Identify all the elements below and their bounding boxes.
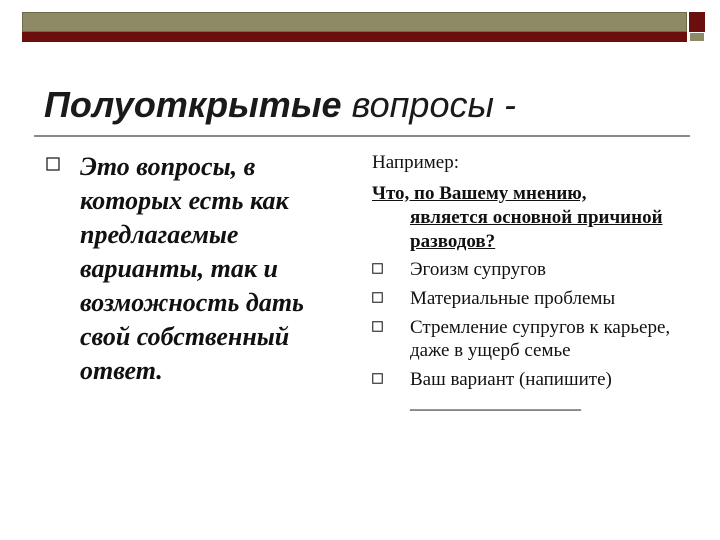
answer-option — [372, 368, 692, 414]
header-corner-square-olive — [689, 32, 705, 42]
definition-text: Это вопросы, в которых есть как предлагаемые варианты, так и возможность дать свой собственный ответ. — [80, 152, 304, 385]
slide-title-rest: вопросы - — [341, 84, 516, 125]
answer-option — [372, 258, 692, 281]
hollow-square-bullet-icon — [372, 292, 383, 303]
header-corner-square-red — [689, 12, 705, 32]
answer-option-text: Стремление супругов к карьере, даже в ущерб семье — [410, 317, 671, 361]
example-question — [372, 182, 692, 254]
example-column — [372, 150, 692, 420]
hollow-square-bullet-icon — [46, 157, 60, 171]
hollow-square-bullet-icon — [372, 321, 383, 332]
example-question-line2: является основной причиной разводов? — [410, 207, 663, 252]
answer-option-text: Эгоизм супругов — [410, 259, 546, 280]
answer-options — [372, 258, 692, 414]
slide-title-bold: Полуоткрытые — [44, 84, 342, 125]
header-band-olive — [22, 12, 687, 32]
answer-option — [372, 316, 692, 362]
title-divider — [34, 135, 690, 137]
example-question-line1: Что, по Вашему мнению, — [372, 183, 587, 204]
header-band-red — [22, 32, 687, 42]
slide-title — [44, 84, 516, 126]
answer-option-text: Материальные проблемы — [410, 288, 616, 309]
example-label: Например: — [372, 152, 459, 173]
definition-bullet — [46, 150, 346, 388]
answer-option-text: Ваш вариант (напишите) __________________ — [410, 369, 612, 413]
hollow-square-bullet-icon — [372, 263, 383, 274]
answer-option — [372, 287, 692, 310]
hollow-square-bullet-icon — [372, 373, 383, 384]
